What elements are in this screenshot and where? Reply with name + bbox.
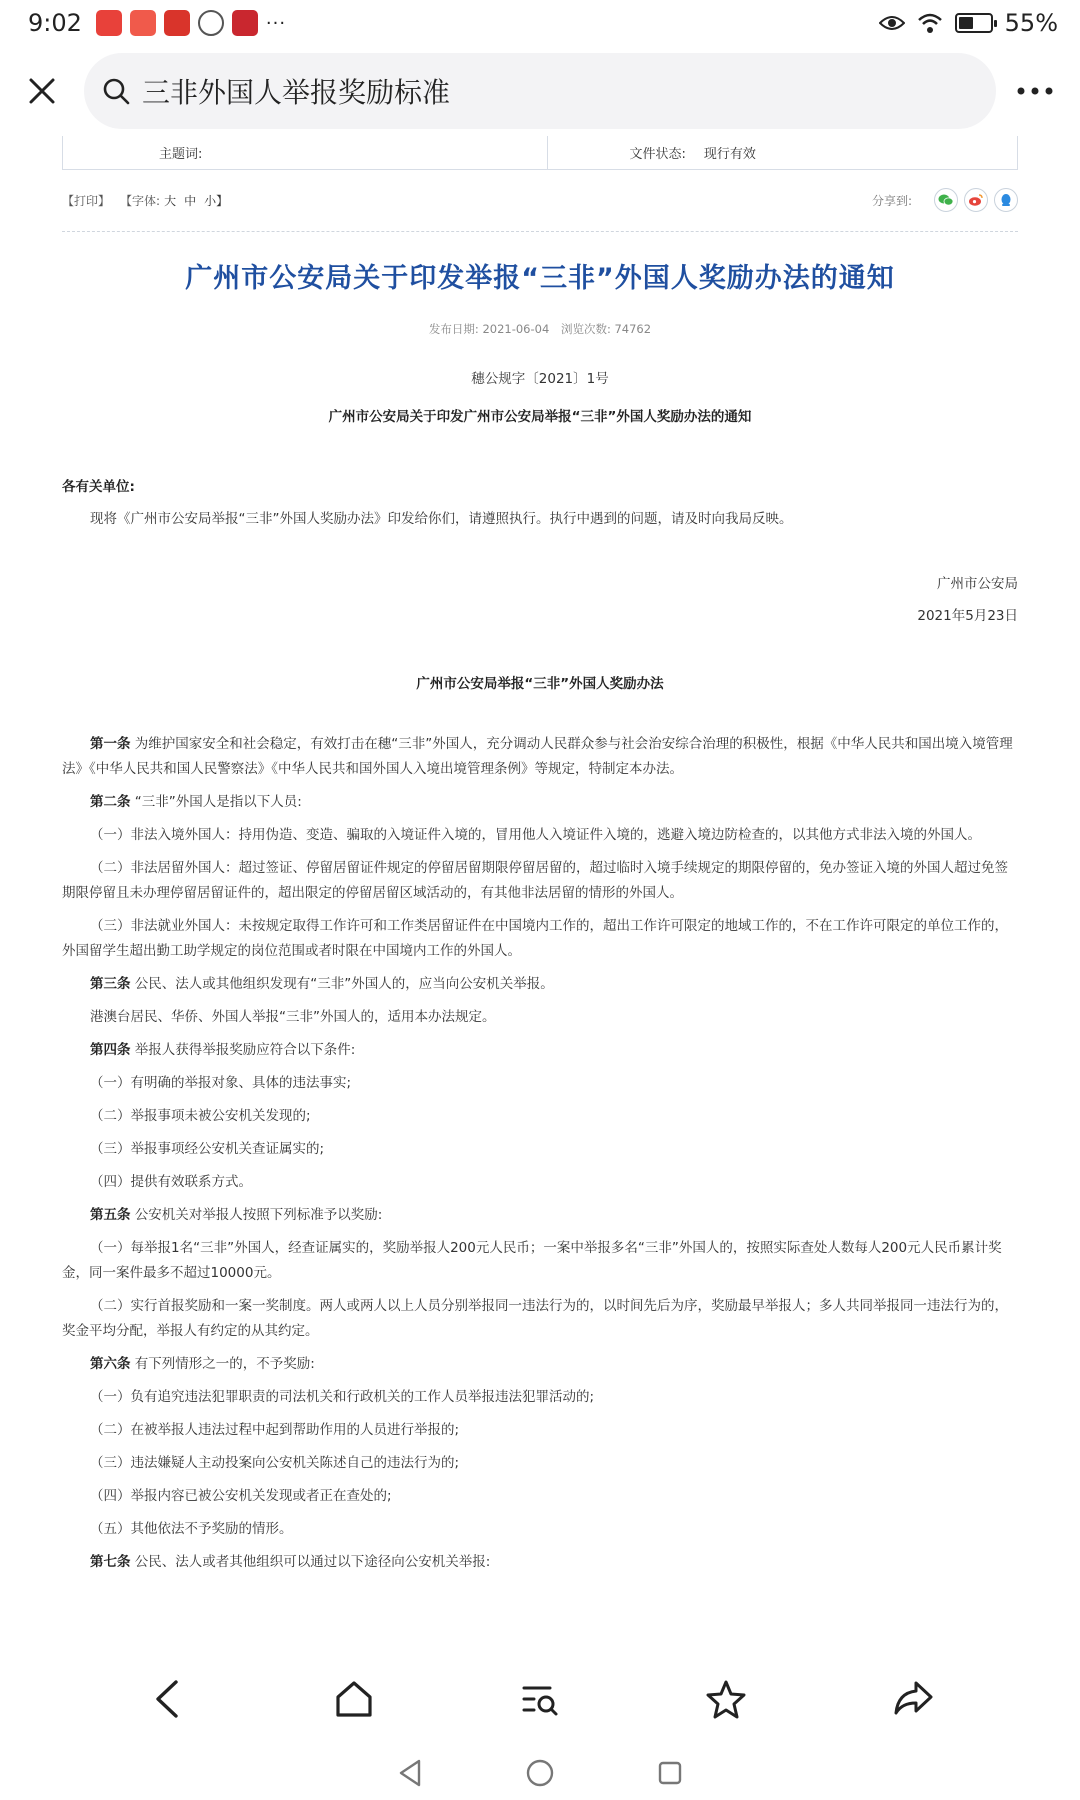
article-heading: 第一条 xyxy=(90,736,131,752)
article-heading: 第二条 xyxy=(90,794,131,810)
article-paragraph xyxy=(62,1170,1018,1195)
font-medium-link[interactable]: 中 xyxy=(184,194,197,208)
article-text: 公民、法人或者其他组织可以通过以下途径向公安机关举报: xyxy=(130,1554,491,1570)
document-page xyxy=(0,136,1080,1652)
status-app-icons xyxy=(96,10,258,36)
sign-date: 2021年5月23日 xyxy=(917,608,1018,624)
article-heading: 第六条 xyxy=(90,1356,131,1372)
weibo-icon[interactable] xyxy=(964,188,988,212)
article-text: （五）其他依法不予奖励的情形。 xyxy=(90,1521,293,1537)
document-content xyxy=(62,136,1018,1583)
article-paragraph xyxy=(62,1418,1018,1443)
article-text: “三非”外国人是指以下人员: xyxy=(130,794,302,810)
square-recents-icon xyxy=(657,1760,683,1786)
article-paragraph xyxy=(62,790,1018,815)
publish-date: 发布日期: 2021-06-04 xyxy=(428,322,550,336)
addressee: 各有关单位: xyxy=(62,479,135,495)
font-small-link[interactable]: 小】 xyxy=(204,194,229,208)
back-button[interactable] xyxy=(135,1667,199,1731)
share-label: 分享到: xyxy=(871,193,912,208)
article-text: 公民、法人或其他组织发现有“三非”外国人的，应当向公安机关举报。 xyxy=(130,976,554,992)
search-query: 三非外国人举报奖励标准 xyxy=(142,76,451,109)
article-text: 港澳台居民、华侨、外国人举报“三非”外国人的，适用本办法规定。 xyxy=(90,1009,496,1025)
app-icon-2 xyxy=(130,10,156,36)
search-box[interactable] xyxy=(84,53,996,129)
view-count: 浏览次数: 74762 xyxy=(560,322,652,336)
article-paragraph xyxy=(62,1203,1018,1228)
article-paragraph xyxy=(62,1352,1018,1377)
article-paragraph xyxy=(62,1071,1018,1096)
article-text: （三）举报事项经公安机关查证属实的; xyxy=(90,1141,325,1157)
star-icon xyxy=(706,1679,746,1719)
article-heading: 第七条 xyxy=(90,1554,131,1570)
status-cell xyxy=(548,136,1018,169)
signer: 广州市公安局 xyxy=(937,576,1018,592)
font-label: 【字体: xyxy=(120,194,161,208)
article-text: （四）提供有效联系方式。 xyxy=(90,1174,252,1190)
system-nav-bar xyxy=(0,1746,1080,1800)
system-home-button[interactable] xyxy=(520,1753,560,1793)
document-info xyxy=(62,321,1018,337)
document-subtitle: 广州市公安局关于印发广州市公安局举报“三非”外国人奖励办法的通知 xyxy=(328,409,752,425)
close-button[interactable] xyxy=(12,61,72,121)
browser-nav-bar xyxy=(0,1652,1080,1746)
article-paragraph xyxy=(62,1550,1018,1575)
article-text: （一）有明确的举报对象、具体的违法事实; xyxy=(90,1075,352,1091)
circle-home-icon xyxy=(525,1758,555,1788)
home-button[interactable] xyxy=(322,1667,386,1731)
intro-paragraph: 现将《广州市公安局举报“三非”外国人奖励办法》印发给你们，请遵照执行。执行中遇到的问题，请及时向我局反映。 xyxy=(90,511,793,527)
back-icon xyxy=(152,1679,182,1719)
share-group xyxy=(872,188,1018,212)
battery-icon xyxy=(955,13,993,33)
system-back-button[interactable] xyxy=(390,1753,430,1793)
app-icon-4 xyxy=(198,10,224,36)
article-paragraph xyxy=(62,732,1018,782)
wifi-icon xyxy=(917,12,943,34)
document-number: 穗公规字〔2021〕1号 xyxy=(471,371,609,387)
article-text: （一）每举报1名“三非”外国人，经查证属实的，奖励举报人200元人民币；一案中举报多名“三非”外国人的，按照实际查处人数每人200元人民币累计奖金，同一案件最多不超过10000元。 xyxy=(62,1240,1002,1281)
tabs-menu-button[interactable] xyxy=(508,1667,572,1731)
article-text: 举报人获得举报奖励应符合以下条件: xyxy=(130,1042,356,1058)
status-right xyxy=(879,9,1058,37)
meta-row xyxy=(62,136,1018,170)
article-paragraph xyxy=(62,1385,1018,1410)
article-heading: 第五条 xyxy=(90,1207,131,1223)
more-options-button[interactable] xyxy=(1012,68,1058,114)
eye-icon xyxy=(879,13,905,33)
wechat-icon[interactable] xyxy=(934,188,958,212)
law-title: 广州市公安局举报“三非”外国人奖励办法 xyxy=(416,676,664,692)
share-arrow-icon xyxy=(892,1679,934,1719)
article-paragraph xyxy=(62,1484,1018,1509)
article-paragraph xyxy=(62,1104,1018,1129)
document-title: 广州市公安局关于印发举报“三非”外国人奖励办法的通知 xyxy=(185,263,895,294)
article-text: （二）在被举报人违法过程中起到帮助作用的人员进行举报的; xyxy=(90,1422,460,1438)
more-icon xyxy=(1017,87,1053,95)
list-search-icon xyxy=(520,1679,560,1719)
article-paragraph xyxy=(62,856,1018,906)
article-paragraph xyxy=(62,823,1018,848)
subject-cell xyxy=(63,136,548,169)
system-recents-button[interactable] xyxy=(650,1753,690,1793)
article-paragraph xyxy=(62,1038,1018,1063)
article-text: 为维护国家安全和社会稳定，有效打击在穗“三非”外国人，充分调动人民群众参与社会治安综合治理的积极性，根据《中华人民共和国出境入境管理法》《中华人民共和国人民警察法》《中华人民共和国外国人入境出境管理条例》等规定，特制定本办法。 xyxy=(62,736,1013,777)
search-icon xyxy=(102,77,130,105)
font-large-link[interactable]: 大 xyxy=(164,194,177,208)
article-paragraph xyxy=(62,1517,1018,1542)
article-text: （二）举报事项未被公安机关发现的; xyxy=(90,1108,311,1124)
article-text: 公安机关对举报人按照下列标准予以奖励: xyxy=(130,1207,383,1223)
article-text: 有下列情形之一的，不予奖励: xyxy=(130,1356,315,1372)
app-icon-1 xyxy=(96,10,122,36)
qq-icon[interactable] xyxy=(994,188,1018,212)
file-status-value: 现行有效 xyxy=(703,147,756,162)
print-link[interactable]: 【打印】 xyxy=(62,194,111,208)
article-text: （二）非法居留外国人：超过签证、停留居留证件规定的停留居留期限停留居留的，超过临时入境手续规定的期限停留的，免办签证入境的外国人超过免签期限停留且未办理停留居留证件的，超出限定的停留居留区域活动的，有其他非法居留的情形的外国人。 xyxy=(62,860,1008,901)
article-heading: 第四条 xyxy=(90,1042,131,1058)
subject-label: 主题词: xyxy=(159,147,203,162)
home-icon xyxy=(334,1679,374,1719)
top-search-bar xyxy=(0,48,1080,134)
triangle-back-icon xyxy=(397,1759,423,1787)
article-text: （三）非法就业外国人：未按规定取得工作许可和工作类居留证件在中国境内工作的，超出工作许可限定的地域工作的，不在工作许可限定的单位工作的，外国留学生超出勤工助学规定的岗位范围或者时限在中国境内工作的外国人。 xyxy=(62,918,1008,959)
app-icon-5 xyxy=(232,10,258,36)
favorite-button[interactable] xyxy=(694,1667,758,1731)
article-text: （一）负有追究违法犯罪职责的司法机关和行政机关的工作人员举报违法犯罪活动的; xyxy=(90,1389,595,1405)
article-text: （二）实行首报奖励和一案一奖制度。两人或两人以上人员分别举报同一违法行为的，以时间先后为序，奖励最早举报人；多人共同举报同一违法行为的，奖金平均分配，举报人有约定的从其约定。 xyxy=(62,1298,1008,1339)
file-status-label: 文件状态: xyxy=(629,147,686,162)
article-text: （四）举报内容已被公安机关发现或者正在查处的; xyxy=(90,1488,392,1504)
app-icon-3 xyxy=(164,10,190,36)
toolbar-row xyxy=(62,170,1018,232)
status-bar xyxy=(0,0,1080,46)
share-button[interactable] xyxy=(881,1667,945,1731)
battery-fill xyxy=(959,17,974,29)
article-heading: 第三条 xyxy=(90,976,131,992)
battery-percent: 55% xyxy=(1004,9,1058,37)
status-more-dots: ··· xyxy=(265,12,287,34)
status-time: 9:02 xyxy=(28,9,82,37)
article-paragraph xyxy=(62,914,1018,964)
article-paragraph xyxy=(62,1137,1018,1162)
close-icon xyxy=(28,77,56,105)
article-paragraph xyxy=(62,1451,1018,1476)
article-paragraph xyxy=(62,1005,1018,1030)
article-paragraph xyxy=(62,1294,1018,1344)
article-text: （一）非法入境外国人：持用伪造、变造、骗取的入境证件入境的，冒用他人入境证件入境的，逃避入境边防检查的，以其他方式非法入境的外国人。 xyxy=(90,827,981,843)
article-paragraph xyxy=(62,972,1018,997)
articles-list xyxy=(62,732,1018,1575)
article-text: （三）违法嫌疑人主动投案向公安机关陈述自己的违法行为的; xyxy=(90,1455,460,1471)
article-paragraph xyxy=(62,1236,1018,1286)
